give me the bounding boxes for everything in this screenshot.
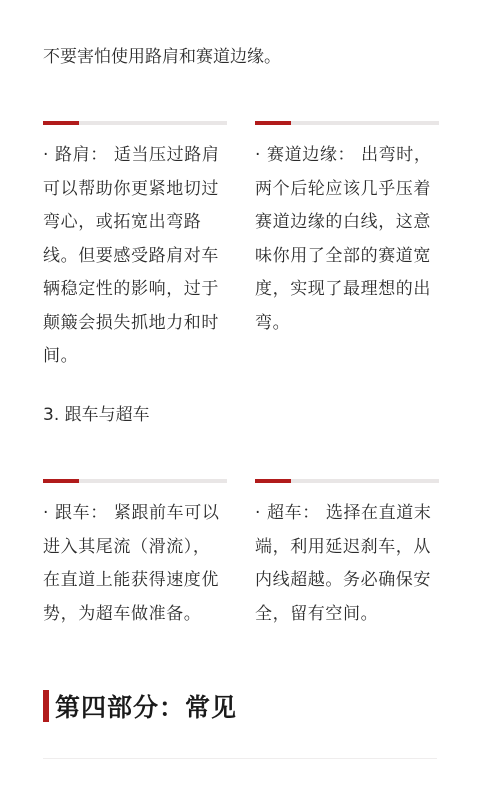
card-term: 跟车 xyxy=(55,503,91,523)
card-divider xyxy=(43,479,227,483)
bullet-dot: · xyxy=(255,503,262,523)
tip-card-curb xyxy=(43,121,227,374)
card-body: 紧跟前车可以进入其尾流（滑流），在直道上能获得速度优势，为超车做准备。 xyxy=(43,503,220,624)
card-text xyxy=(255,497,439,631)
card-body: 选择在直道末端，利用延迟刹车，从内线超越。务必确保安全，留有空间。 xyxy=(255,503,432,624)
card-term: 超车 xyxy=(267,503,303,523)
bullet-dot: · xyxy=(43,503,50,523)
card-divider xyxy=(43,121,227,125)
section-label: 3. 跟车与超车 xyxy=(43,405,150,425)
card-term: 路肩 xyxy=(55,145,91,165)
card-body: 出弯时，两个后轮应该几乎压着赛道边缘的白线，这意味你用了全部的赛道宽度，实现了最理想的出弯。 xyxy=(255,145,432,333)
card-term-separator: ： xyxy=(90,145,108,165)
card-accent-line xyxy=(255,479,291,483)
tip-card-overtaking xyxy=(255,479,439,631)
card-text xyxy=(255,139,439,340)
intro-text: 不要害怕使用路肩和赛道边缘。 xyxy=(43,47,281,67)
card-divider xyxy=(255,479,439,483)
card-text xyxy=(43,139,227,374)
heading-accent-bar xyxy=(43,690,49,722)
bullet-dot: · xyxy=(255,145,262,165)
card-accent-line xyxy=(255,121,291,125)
tip-card-track-edge xyxy=(255,121,439,340)
tip-card-following xyxy=(43,479,227,631)
card-divider xyxy=(255,121,439,125)
card-body: 适当压过路肩可以帮助你更紧地切过弯心，或拓宽出弯路线。但要感受路肩对车辆稳定性的影响，过于颠簸会损失抓地力和时间。 xyxy=(43,145,220,366)
card-term: 赛道边缘 xyxy=(267,145,338,165)
bottom-divider xyxy=(43,758,437,759)
card-accent-line xyxy=(43,479,79,483)
card-term-separator: ： xyxy=(337,145,356,165)
section-heading-title: 第四部分：常见 xyxy=(55,693,238,722)
card-term-separator: ： xyxy=(302,503,320,523)
card-text xyxy=(43,497,227,631)
bullet-dot: · xyxy=(43,145,50,165)
section-heading xyxy=(43,689,237,723)
card-accent-line xyxy=(43,121,79,125)
card-term-separator: ： xyxy=(90,503,108,523)
